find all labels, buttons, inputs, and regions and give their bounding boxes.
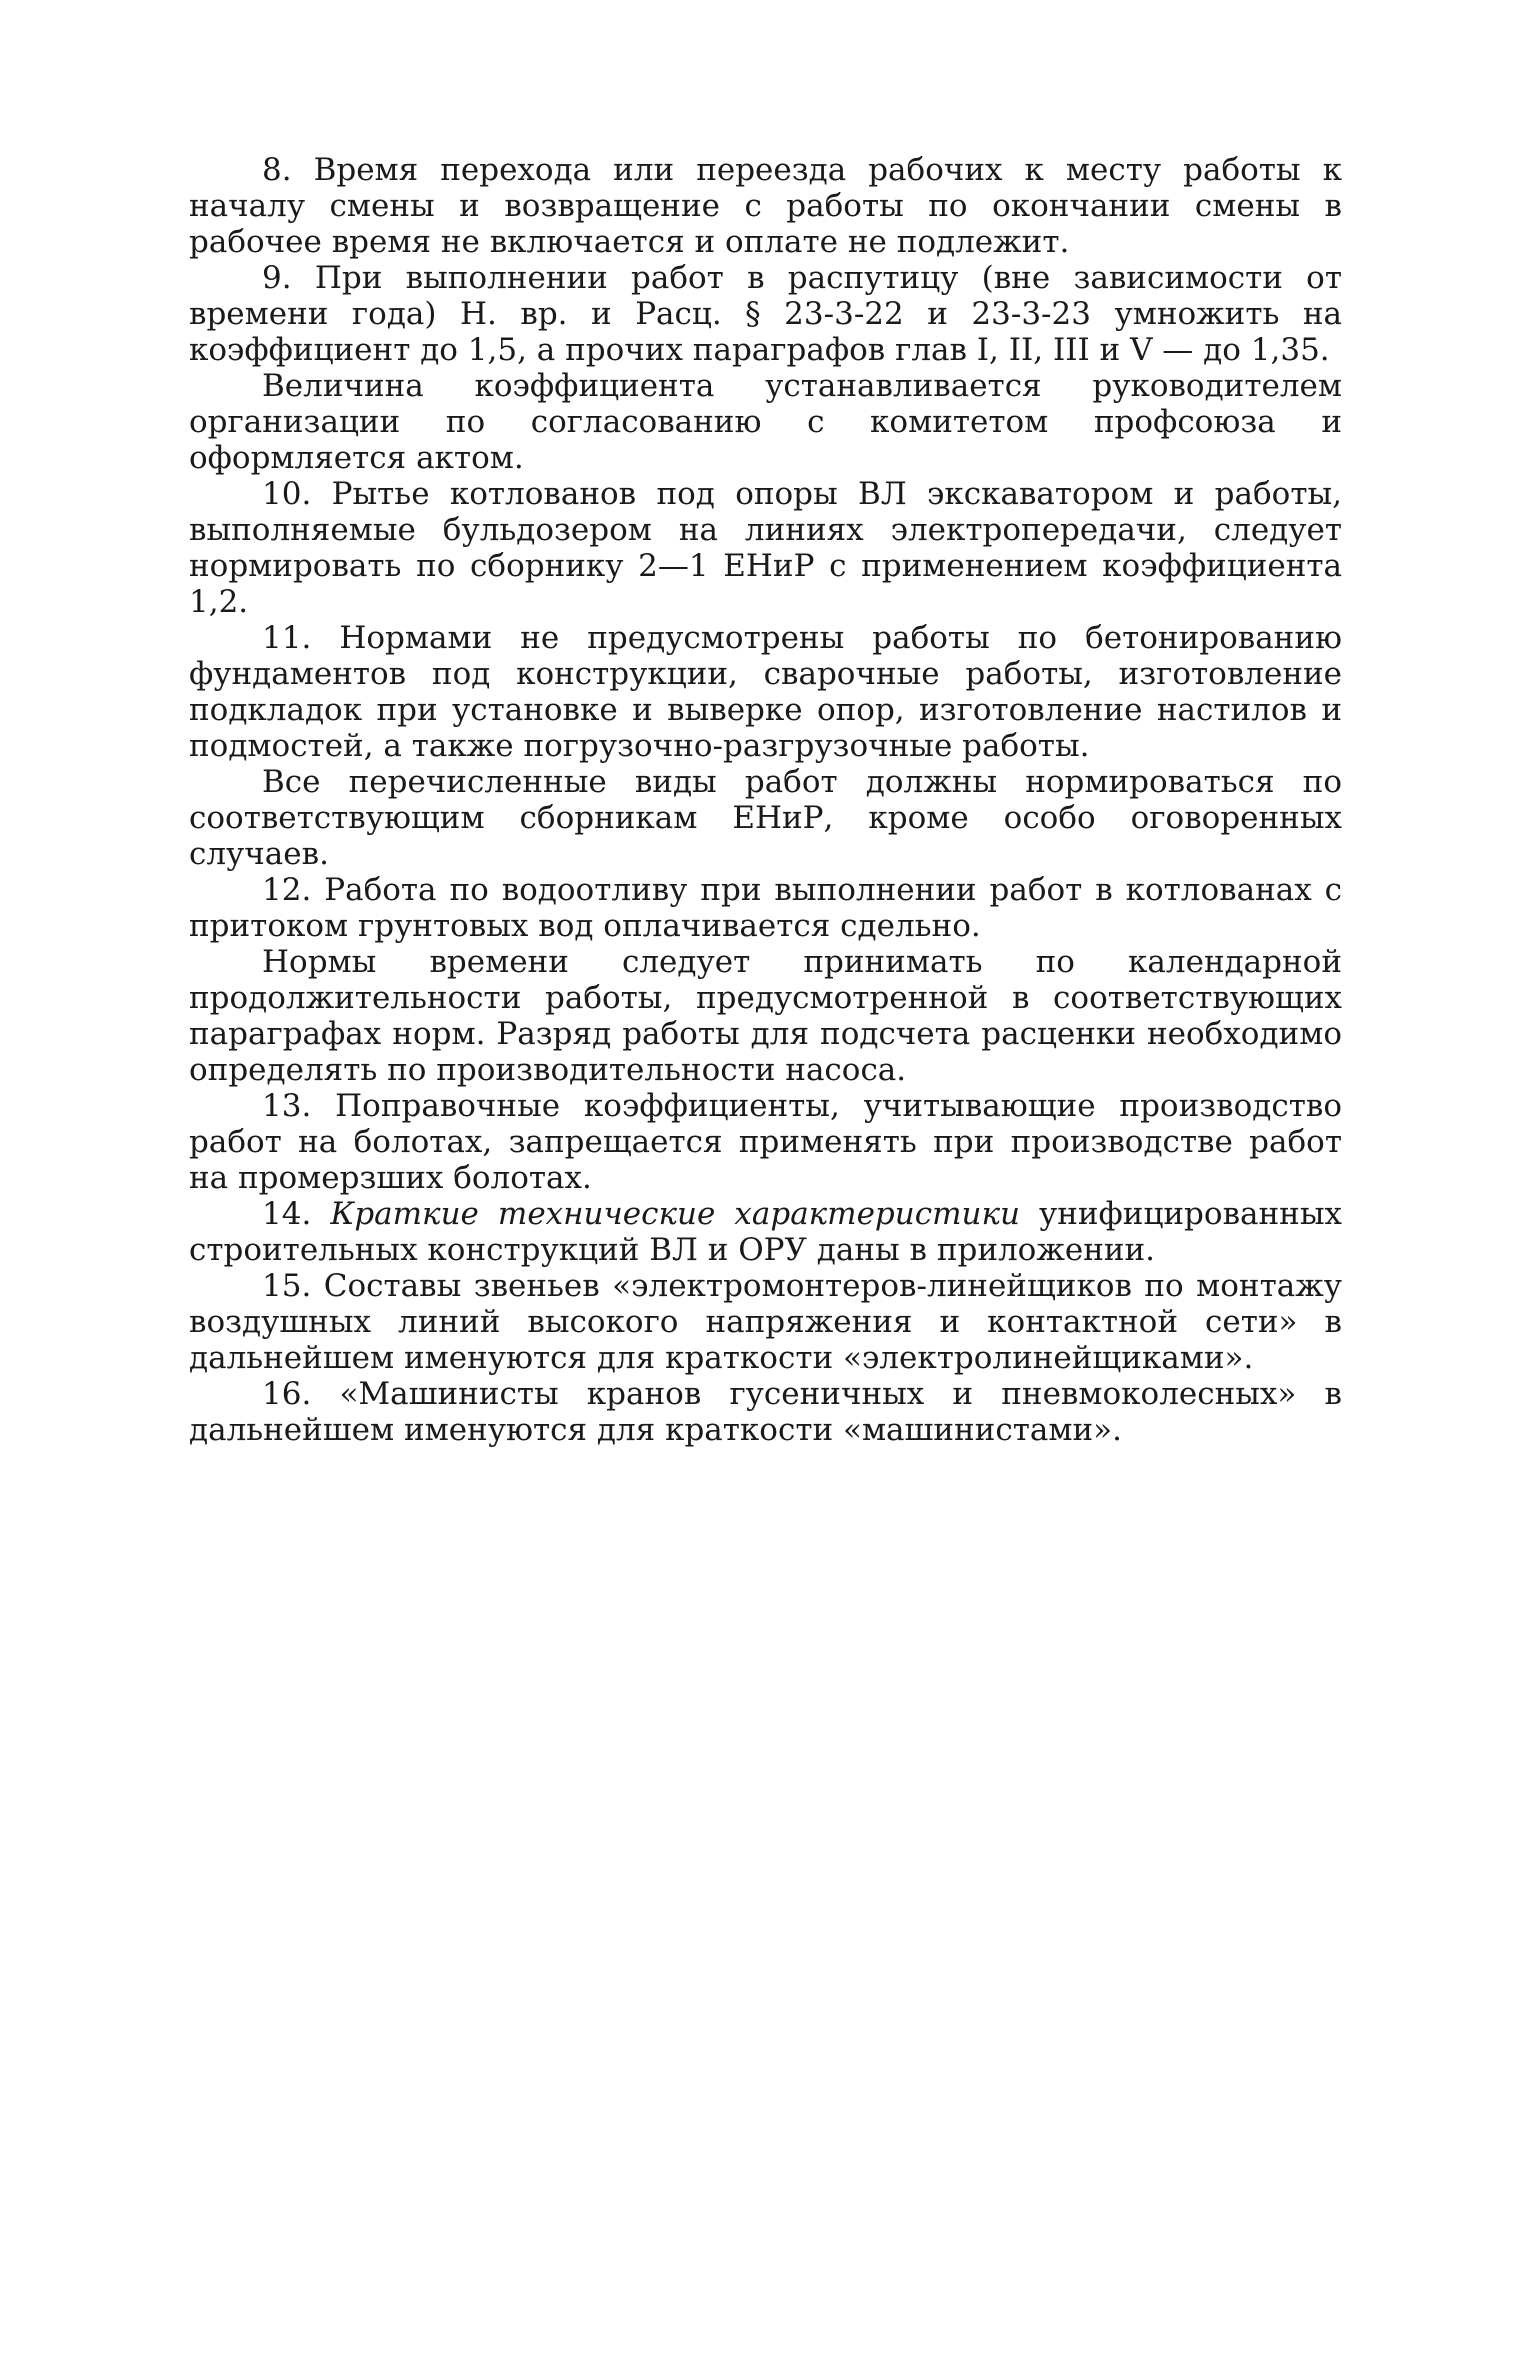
paragraph-11: 11. Нормами не предусмотрены работы по бетонированию фундаментов под конструкции, сварочные работы, изготовление подкладок при установке и выверке опор, изготовление настилов и подмостей, а также погрузочно-разгрузочные работы. (189, 620, 1342, 764)
document-page (189, 152, 1342, 1448)
paragraph-9: 9. При выполнении работ в распутицу (вне зависимости от времени года) Н. вр. и Расц. § 23-3-22 и 23-3-23 умножить на коэффициент до 1,5, а прочих параграфов глав I, II, III и V — до 1,35. (189, 260, 1342, 368)
paragraph-14-rest: унифицированных строительных конструкций ВЛ и ОРУ даны в приложении. (189, 1196, 1342, 1268)
paragraph-12-note: Нормы времени следует принимать по календарной продолжительности работы, предусмотренной в соответствующих параграфах норм. Разряд работы для подсчета расценки необходимо определять по производительности насоса. (189, 944, 1342, 1088)
paragraph-9-note: Величина коэффициента устанавливается руководителем организации по согласованию с комитетом профсоюза и оформляется актом. (189, 368, 1342, 476)
paragraph-8: 8. Время перехода или переезда рабочих к месту работы к началу смены и возвращение с работы по окончании смены в рабочее время не включается и оплате не подлежит. (189, 152, 1342, 260)
paragraph-14-italic: Краткие технические характеристики (330, 1196, 1020, 1232)
paragraph-12: 12. Работа по водоотливу при выполнении работ в котлованах с притоком грунтовых вод оплачивается сдельно. (189, 872, 1342, 944)
paragraph-15: 15. Составы звеньев «электромонтеров-линейщиков по монтажу воздушных линий высокого напряжения и контактной сети» в дальнейшем именуются для краткости «электролинейщиками». (189, 1268, 1342, 1376)
paragraph-13: 13. Поправочные коэффициенты, учитывающие производство работ на болотах, запрещается применять при производстве работ на промерзших болотах. (189, 1088, 1342, 1196)
paragraph-14 (189, 1196, 1342, 1268)
paragraph-14-number: 14. (262, 1196, 331, 1232)
paragraph-16: 16. «Машинисты кранов гусеничных и пневмоколесных» в дальнейшем именуются для краткости «машинистами». (189, 1376, 1342, 1448)
paragraph-11-note: Все перечисленные виды работ должны нормироваться по соответствующим сборникам ЕНиР, кроме особо оговоренных случаев. (189, 764, 1342, 872)
paragraph-10: 10. Рытье котлованов под опоры ВЛ экскаватором и работы, выполняемые бульдозером на линиях электропередачи, следует нормировать по сборнику 2—1 ЕНиР с применением коэффициента 1,2. (189, 476, 1342, 620)
